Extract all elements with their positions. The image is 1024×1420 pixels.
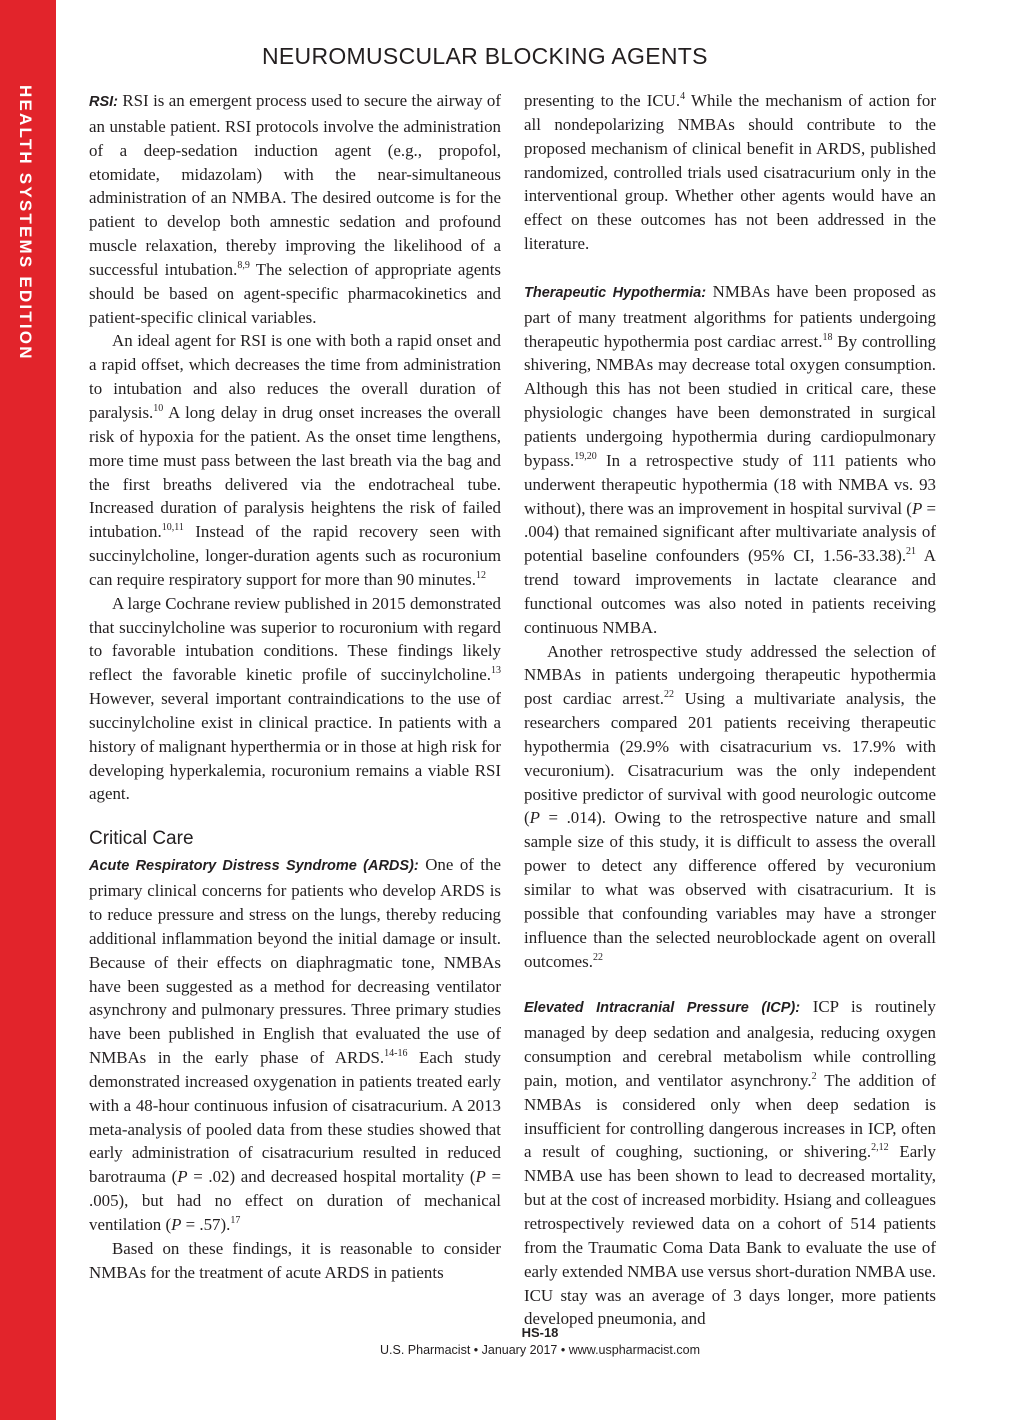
rsi-paragraph-2: An ideal agent for RSI is one with both a rapid onset and a rapid offset, which decreases the time from administration to intubation and also reduces the overall duration of paralysis.$^{10}$ A long delay in drug onset increases the overall risk of hypoxia for the patient. As the onset time lengthens, more time must pass between the last breath via the bag and the first breaths delivered via the endotracheal tube. Increased duration of paralysis heightens the risk of failed intubation.$^{10,11}$ Instead of the rapid recovery seen with succinylcholine, longer-duration agents such as rocuronium can require respiratory support for more than 90 minutes.$^{12}$ [89, 331, 501, 589]
citation: 2 [811, 1070, 817, 1082]
citation: 10 [153, 402, 164, 414]
hypothermia-label: Therapeutic Hypothermia: [524, 284, 707, 301]
citation: 17 [230, 1214, 241, 1226]
hypothermia-paragraph-1: Therapeutic Hypothermia: NMBAs have been proposed as part of many treatment algorithms for patients undergoing therapeutic hypothermia post cardiac arrest.$^{18}$ By controlling shivering, NMBAs may decrease total oxygen consumption. Although this has not been studied in critical care, these physiologic changes have been demonstrated in surgical patients undergoing hypothermia during cardiopulmonary bypass.$^{19,20}$ In a retrospective study of 111 patients who underwent therapeutic hypothermia (18 with NMBA vs. 93 without), there was an improvement in hospital survival (P = .004) that remained significant after multivariate analysis of potential baseline confounders (95% CI, 1.56-33.38).$^{21}$ A trend toward improvements in lactate clearance and functional outcomes was also noted in patients receiving continuous NMBA. [524, 281, 937, 637]
icp-paragraph-1: Elevated Intracranial Pressure (ICP): ICP is routinely managed by deep sedation and analgesia, reducing oxygen consumption and cerebral metabolism while controlling pain, motion, and ventilator asynchrony.$^2$ The addition of NMBAs is considered only when deep sedation is insufficient for controlling dangerous increases in ICP, often a result of coughing, suctioning, or shivering.$^{2,12}$ Early NMBA use has been shown to lead to decreased mortality, but at the cost of increased morbidity. Hsiang and colleagues retrospectively reviewed data on a cohort of 514 patients from the Traumatic Coma Data Bank to evaluate the use of early extended NMBA use versus short-duration NMBA use. ICU stay was an average of 3 days longer, more patients developed pneumonia, and [524, 997, 936, 1329]
side-band [0, 0, 56, 1420]
page-footer [56, 1325, 1024, 1357]
ards-paragraph-1: Acute Respiratory Distress Syndrome (ARDS): One of the primary clinical concerns for patients who develop ARDS is to reduce pressure and stress on the lungs, thereby reducing additional inflammation beyond the initial damage or insult. Because of their effects on diaphragmatic tone, NMBAs have been suggested as a method for decreasing ventilator asynchrony and pulmonary pressures. Three primary studies have been published in English that evaluated the use of NMBAs in the early phase of ARDS.$^{14-16}$ Each study demonstrated increased oxygenation in patients treated early with a 48-hour continuous infusion of cisatracurium. A 2013 meta-analysis of pooled data from these studies showed that early administration of cisatracurium resulted in reduced barotrauma (P = .02) and decreased hospital mortality (P = .005), but had no effect on duration of mechanical ventilation (P = .57).$^{17}$ [89, 855, 501, 1234]
citation: 19,20 [574, 450, 597, 462]
section-label: HEALTH SYSTEMS EDITION [16, 85, 35, 361]
right-column [524, 89, 936, 1331]
hypothermia-paragraph-2: Another retrospective study addressed the selection of NMBAs in patients undergoing therapeutic hypothermia post cardiac arrest.$^{22}$ Using a multivariate analysis, the researchers compared 201 patients receiving therapeutic hypothermia (29.9% with cisatracurium vs. 17.9% with vecuronium). Cisatracurium was the only independent positive predictor of survival with good neurologic outcome (P = .014). Owing to the retrospective nature and small sample size of this study, it is difficult to assess the overall power to detect any difference offered by vecuronium similar to what was observed with cisatracurium. It is possible that confounding variables may have a stronger influence than the selected neuroblockade agent on overall outcomes.$^{22}$ [524, 641, 936, 971]
running-head: NEUROMUSCULAR BLOCKING AGENTS [262, 43, 708, 69]
rsi-paragraph-1: RSI: RSI is an emergent process used to secure the airway of an unstable patient. RSI protocols involve the administration of a deep-sedation induction agent (e.g., propofol, etomidate, midazolam) with the near-simultaneous administration of an NMBA. The desired outcome is for the patient to develop both amnestic sedation and profound muscle relaxation, thereby improving the likelihood of a successful intubation.$^{8,9}$ The selection of appropriate agents should be based on agent-specific pharmacokinetics and patient-specific clinical variables. [89, 91, 501, 327]
publication-line: U.S. Pharmacist • January 2017 • www.uspharmacist.com [380, 1343, 700, 1357]
citation: 8,9 [237, 259, 250, 271]
rsi-label: RSI: [89, 94, 118, 110]
ards-paragraph-2: Based on these findings, it is reasonable to consider NMBAs for the treatment of acute ARDS in patients [89, 1238, 501, 1282]
citation: 22 [663, 689, 674, 701]
page-number: HS-18 [521, 1325, 559, 1340]
left-column [89, 89, 501, 1285]
citation: 22 [592, 951, 603, 963]
citation: 2,12 [871, 1142, 889, 1154]
rsi-paragraph-3: A large Cochrane review published in 2015 demonstrated that succinylcholine was superior to rocuronium with regard to favorable intubation conditions. These findings likely reflect the favorable kinetic profile of succinylcholine.$^{13}$ However, several important contraindications to the use of succinylcholine exist in clinical practice. In patients with a history of malignant hyperthermia or in those at high risk for developing hyperkalemia, rocuronium remains a viable RSI agent. [89, 593, 501, 804]
ards-label: Acute Respiratory Distress Syndrome (ARDS): [89, 858, 419, 875]
citation: 4 [680, 91, 686, 102]
citation: 14-16 [384, 1048, 408, 1060]
citation: 18 [822, 331, 833, 343]
ards-continuation: presenting to the ICU.$^4$ While the mechanism of action for all nondepolarizing NMBAs should contribute to the proposed mechanism of clinical benefit in ARDS, published randomized, controlled trials used cisatracurium only in the interventional group. Whether other agents would have an effect on these outcomes has not been addressed in the literature. [524, 91, 936, 254]
citation: 13 [491, 665, 501, 677]
icp-label: Elevated Intracranial Pressure (ICP): [524, 1000, 801, 1017]
citation: 10,11 [161, 522, 184, 534]
citation: 21 [906, 546, 917, 558]
citation: 12 [475, 569, 486, 581]
section-heading-critical-care: Critical Care [89, 828, 194, 850]
